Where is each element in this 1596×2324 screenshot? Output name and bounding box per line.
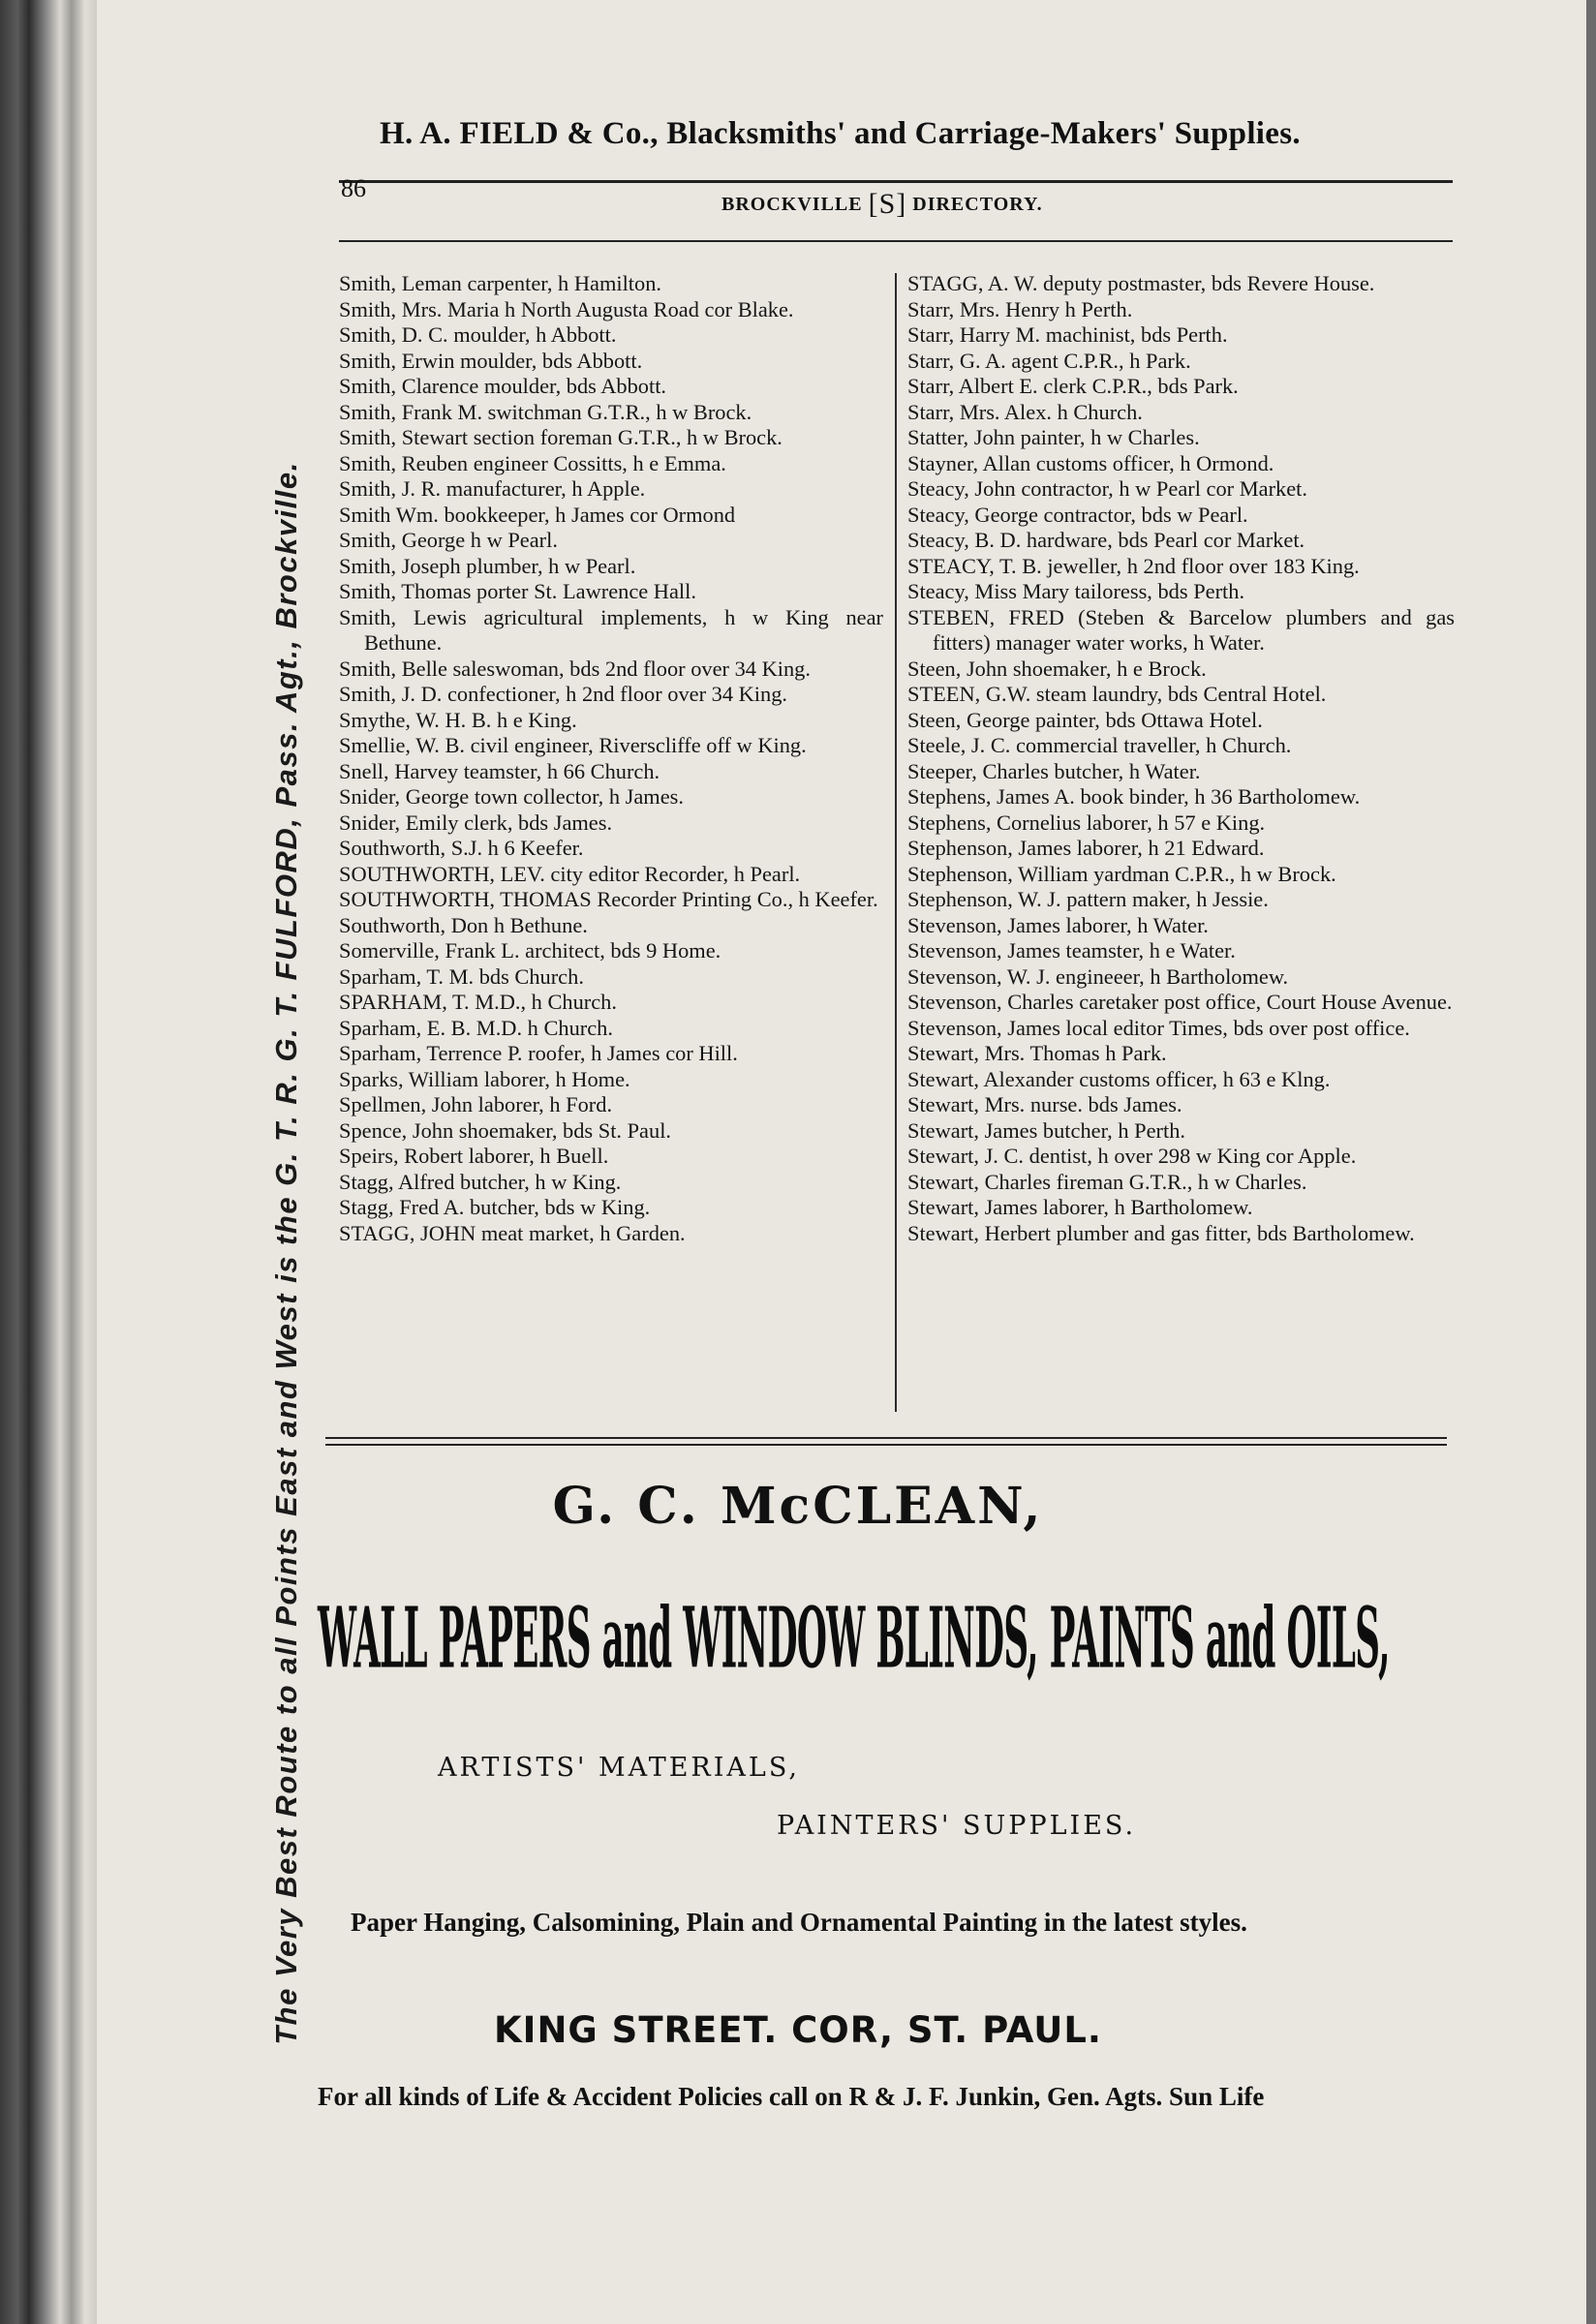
directory-entry: Stevenson, W. J. engineeer, h Bartholomew. [907,963,1289,989]
directory-entry: Sparham, Terrence P. roofer, h James cor Hill. [339,1041,738,1065]
directory-entry: Somerville, Frank L. architect, bds 9 Home. [339,938,721,963]
directory-entry: Sparham, E. B. M.D. h Church. [339,1015,613,1040]
directory-entry: Stephenson, James laborer, h 21 Edward. [907,836,1265,860]
directory-entry: STAGG, JOHN meat market, h Garden. [339,1220,686,1245]
ad-rule-bottom [325,1444,1447,1446]
directory-entry: Stephens, James A. book binder, h 36 Bartholomew. [907,784,1361,809]
sidebar-advert: The Very Best Route to all Points East and West is the G. T. R. G. T. FULFORD, Pass. Agt., Brockville. [269,461,303,2045]
directory-entry: Stephenson, William yardman C.P.R., h w Brock. [907,861,1336,886]
advert-address: KING STREET. COR, ST. PAUL. [494,2009,1102,2051]
directory-entry: Starr, Albert E. clerk C.P.R., bds Park. [907,374,1239,398]
directory-entry: Stewart, J. C. dentist, h over 298 w King cor Apple. [907,1144,1357,1168]
directory-entry: Smith, Leman carpenter, h Hamilton. [339,271,662,295]
running-head-letter: [S] [868,188,907,220]
directory-entry: Sparham, T. M. bds Church. [339,963,584,989]
directory-entry: Smith, Stewart section foreman G.T.R., h w Brock. [339,425,783,449]
directory-entry: Steeper, Charles butcher, h Water. [907,758,1201,783]
book-edge [0,0,97,2324]
running-head-left: BROCKVILLE [721,194,863,215]
directory-entry: Speirs, Robert laborer, h Buell. [339,1144,609,1168]
advert-headline [318,1588,1451,1704]
ad-rule-top [325,1437,1447,1439]
advert-services: Paper Hanging, Calsomining, Plain and Ornamental Painting in the latest styles. [351,1908,1247,1937]
running-head-right: DIRECTORY. [912,194,1043,215]
directory-entry: Steacy, Miss Mary tailoress, bds Perth. [907,579,1245,603]
directory-entry: Smith, Thomas porter St. Lawrence Hall. [339,579,696,603]
directory-entry: Smith, Joseph plumber, h w Pearl. [339,553,636,578]
directory-entry: Smith, Lewis agricultural implements, h w King near Bethune. [339,604,883,655]
directory-entry: STEACY, T. B. jeweller, h 2nd floor over 183 King. [907,553,1360,578]
directory-entry: Stagg, Alfred butcher, h w King. [339,1169,622,1194]
directory-entry: Stevenson, Charles caretaker post office, Court House Avenue. [907,990,1453,1014]
footer-advert: For all kinds of Life & Accident Policies call on R & J. F. Junkin, Gen. Agts. Sun Life [318,2082,1265,2111]
directory-entry: Stevenson, James laborer, h Water. [907,912,1209,937]
directory-entry: Smith, J. R. manufacturer, h Apple. [339,476,646,501]
running-head [721,188,1043,221]
directory-entry: Spence, John shoemaker, bds St. Paul. [339,1117,672,1143]
right-column [907,271,1455,1246]
directory-entry: Southworth, Don h Bethune. [339,912,588,937]
directory-entry: Steen, John shoemaker, h e Brock. [907,656,1207,681]
advert-painters-line: PAINTERS' SUPPLIES. [777,1811,1137,1841]
directory-entry: Starr, Mrs. Alex. h Church. [907,399,1143,424]
directory-entry: Stagg, Fred A. butcher, bds w King. [339,1195,651,1219]
banner-rule [339,180,1453,183]
advertiser-name: G. C. McCLEAN, [552,1477,1044,1536]
directory-entry: Smith, D. C. moulder, h Abbott. [339,322,617,347]
directory-entry: Steacy, John contractor, h w Pearl cor Market. [907,476,1307,501]
directory-entry: STEBEN, FRED (Steben & Barcelow plumbers and gas fitters) manager water works, h Water. [907,604,1455,655]
directory-entry: SOUTHWORTH, LEV. city editor Recorder, h Pearl. [339,861,801,886]
directory-entry: Smith Wm. bookkeeper, h James cor Ormond [339,502,736,527]
directory-entry: Snell, Harvey teamster, h 66 Church. [339,758,660,783]
directory-entry: Snider, Emily clerk, bds James. [339,810,613,835]
page-number: 86 [341,174,366,202]
directory-entry: Stephens, Cornelius laborer, h 57 e King. [907,810,1266,835]
directory-entry: Smith, Reuben engineer Cossitts, h e Emma. [339,450,726,475]
directory-entry: Starr, Harry M. machinist, bds Perth. [907,322,1228,347]
directory-entry: Stewart, Mrs. nurse. bds James. [907,1092,1182,1116]
directory-entry: Stewart, James butcher, h Perth. [907,1117,1185,1143]
directory-entry: Smellie, W. B. civil engineer, Riverscliffe off w King. [339,733,807,757]
advert-headline-text: WALL PAPERS and WINDOW BLINDS, PAINTS and OILS, [318,1588,1390,1688]
directory-entry: Starr, G. A. agent C.P.R., h Park. [907,348,1191,373]
directory-entry: Smith, Clarence moulder, bds Abbott. [339,374,667,398]
directory-entry: Stewart, Alexander customs officer, h 63 e Klng. [907,1066,1331,1091]
header-rule [339,240,1453,242]
directory-entry: Snider, George town collector, h James. [339,784,684,809]
directory-entry: Starr, Mrs. Henry h Perth. [907,296,1133,321]
advert-artists-line: ARTISTS' MATERIALS, [438,1753,800,1783]
directory-entry: Smith, Mrs. Maria h North Augusta Road cor Blake. [339,296,794,321]
directory-entry: Smythe, W. H. B. h e King. [339,707,577,732]
directory-entry: Smith, Frank M. switchman G.T.R., h w Brock. [339,399,752,424]
directory-entry: Stewart, Mrs. Thomas h Park. [907,1041,1167,1065]
directory-entry: Southworth, S.J. h 6 Keefer. [339,836,584,860]
directory-entry: Spellmen, John laborer, h Ford. [339,1092,613,1116]
directory-entry: Statter, John painter, h w Charles. [907,425,1200,449]
directory-entry: Stayner, Allan customs officer, h Ormond. [907,450,1274,475]
directory-entry: Steen, George painter, bds Ottawa Hotel. [907,707,1263,732]
directory-entry: Sparks, William laborer, h Home. [339,1066,630,1091]
directory-entry: Smith, Belle saleswoman, bds 2nd floor over 34 King. [339,656,811,681]
directory-entry: Steacy, B. D. hardware, bds Pearl cor Market. [907,528,1305,552]
directory-entry: Steele, J. C. commercial traveller, h Church. [907,733,1292,757]
directory-entry: SPARHAM, T. M.D., h Church. [339,990,617,1014]
directory-entry: Smith, Erwin moulder, bds Abbott. [339,348,643,373]
column-divider [895,273,897,1412]
left-column [339,271,883,1246]
directory-entry: Smith, J. D. confectioner, h 2nd floor over 34 King. [339,682,788,706]
directory-entry: Stephenson, W. J. pattern maker, h Jessie. [907,887,1269,911]
directory-entry: Smith, George h w Pearl. [339,528,558,552]
directory-entry: SOUTHWORTH, THOMAS Recorder Printing Co., h Keefer. [339,887,878,911]
directory-entry: Stevenson, James local editor Times, bds over post office. [907,1015,1410,1040]
directory-entry: STEEN, G.W. steam laundry, bds Central Hotel. [907,682,1327,706]
directory-entry: Steacy, George contractor, bds w Pearl. [907,502,1248,527]
directory-entry: STAGG, A. W. deputy postmaster, bds Revere House. [907,271,1375,295]
directory-entry: Stevenson, James teamster, h e Water. [907,938,1236,963]
directory-entry: Stewart, Charles fireman G.T.R., h w Charles. [907,1169,1307,1194]
directory-entry: Stewart, James laborer, h Bartholomew. [907,1195,1253,1219]
top-banner-advert: H. A. FIELD & Co., Blacksmiths' and Carriage-Makers' Supplies. [380,116,1301,151]
directory-entry: Stewart, Herbert plumber and gas fitter, bds Bartholomew. [907,1220,1415,1245]
